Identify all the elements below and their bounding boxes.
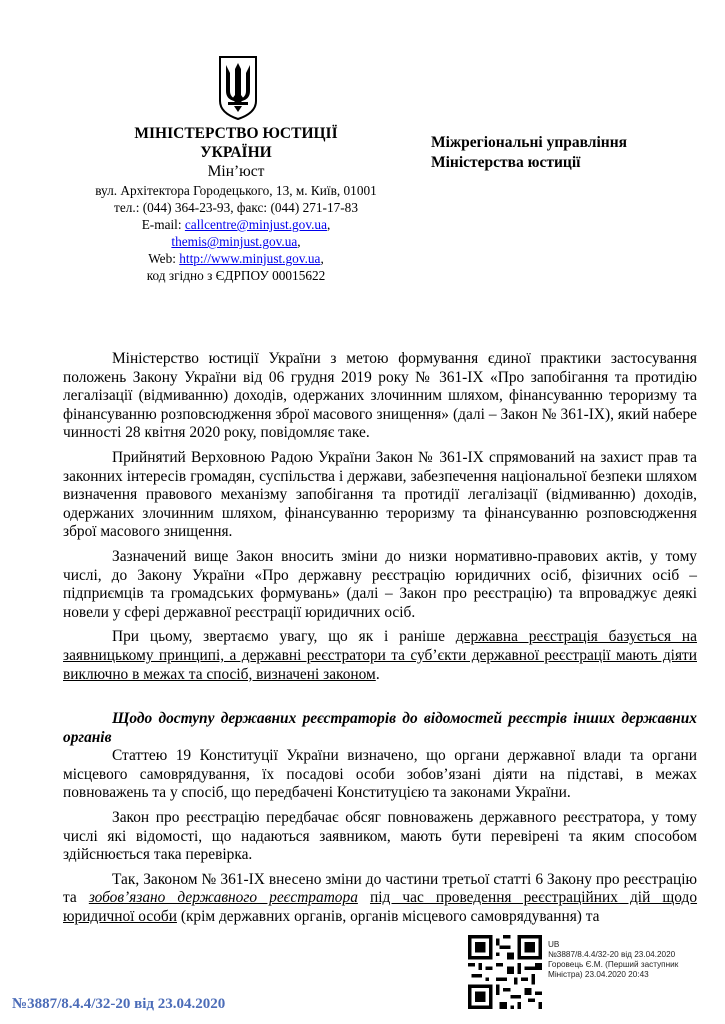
ministry-name-line1: МІНІСТЕРСТВО ЮСТИЦІЇ: [134, 125, 338, 142]
paragraph-4-underlined: державна реєстрація базується на заявницькому принципі, а державні реєстратори та суб’єкти державної реєстрації мають діяти виключно в межах та спосіб, визначені законом: [63, 628, 697, 683]
registration-number: №3887/8.4.4/32-20 від 23.04.2020: [12, 996, 226, 1012]
web-label: Web:: [148, 251, 180, 266]
email-link-callcentre[interactable]: callcentre@minjust.gov.ua: [184, 217, 327, 232]
email-separator: ,: [326, 217, 331, 232]
addressee-line2: Міністерства юстиції: [431, 154, 581, 171]
ministry-short-name: Мін’юст: [207, 163, 265, 180]
email2-separator: ,: [297, 234, 301, 249]
paragraph-1: Міністерство юстиції України з метою формування єдиної практики застосування положень Закону України від 06 грудня 2019 року № 361-IX «Про запобігання та протидію легалізації (відмиванню) доходів, одержаних злочинним шляхом, фінансуванню тероризму та фінансуванню розповсюдження зброї масового знищення» (далі – Закон № 361-IX), який набере чинності 28 квітня 2020 року, повідомляє таке.: [63, 350, 697, 442]
stamp-line3: Горовець Є.М. (Перший заступник: [548, 960, 679, 969]
web-link[interactable]: http://www.minjust.gov.ua: [179, 251, 321, 266]
paragraph-2: Прийнятий Верховною Радою України Закон № 361-IX спрямований на захист прав та законних інтересів громадян, суспільства і держави, забезпечення національної безпеки шляхом визначення правового механізму запобігання та протидії легалізації (відмиванню) доходів, одержаних злочинним шляхом, фінансуванню тероризму та фінансуванню розповсюдження зброї масового знищення.: [63, 448, 697, 541]
letter-body: [63, 350, 698, 927]
addressee-block: [431, 133, 691, 173]
signature-stamp: [548, 940, 718, 980]
section-heading: Щодо доступу державних реєстраторів до відомостей реєстрів інших державних органів: [63, 710, 697, 746]
ministry-phone-fax: тел.: (044) 364-23-93, факс: (044) 271-17-83: [114, 200, 358, 215]
paragraph-7-italic: зобов’язано державного реєстратора: [88, 889, 358, 907]
paragraph-4: [63, 628, 697, 684]
paragraph-4-end: .: [375, 665, 380, 683]
qr-code-image: [468, 935, 542, 1009]
paragraph-7-underlined: під час проведення реєстраційних дій щодо юридичної особи: [63, 889, 698, 926]
paragraph-3: Зазначений вище Закон вносить зміни до низки нормативно-правових актів, у тому числі, до Закону України «Про державну реєстрацію юридичних осіб, фізичних осіб – підприємців та громадських формувань» (далі – Закон про реєстрацію) та впроваджує деякі новели у сфері державної реєстрації юридичних осіб.: [63, 547, 697, 621]
ministry-email-line: [70, 216, 402, 233]
coat-of-arms-emblem: [218, 55, 258, 121]
email-label: E-mail:: [141, 217, 185, 232]
ministry-address: вул. Архітектора Городецького, 13, м. Київ, 01001: [95, 183, 377, 198]
paragraph-4-start: При цьому, звертаємо увагу, що як і раніше: [112, 628, 456, 646]
email-link-themis[interactable]: themis@minjust.gov.ua: [171, 234, 298, 249]
addressee-line1: Міжрегіональні управління: [431, 134, 628, 151]
paragraph-6: Закон про реєстрацію передбачає обсяг повноважень державного реєстратора, у тому числі які відомості, що надаються заявником, мають бути перевірені та яким способом здійснюється така перевірка.: [63, 809, 697, 864]
web-separator: ,: [320, 251, 324, 266]
ministry-letterhead: [70, 124, 402, 284]
stamp-line4: Міністра) 23.04.2020 20:43: [548, 970, 649, 979]
paragraph-7-start: Так, Законом № 361-IX внесено зміни до частини третьої статті 6 Закону про реєстрацію та: [63, 870, 697, 907]
paragraph-7-end: (крім державних органів, органів місцевого самоврядування) та: [176, 908, 600, 926]
ministry-name-line2: УКРАЇНИ: [200, 144, 272, 161]
ministry-edrpou: код згідно з ЄДРПОУ 00015622: [146, 268, 326, 283]
paragraph-7: [63, 871, 697, 927]
stamp-line2: №3887/8.4.4/32-20 від 23.04.2020: [548, 950, 676, 959]
ministry-email-line-2: [70, 233, 402, 250]
paragraph-5: Статтею 19 Конституції України визначено, що органи державної влади та органи місцевого самоврядування, їх посадові особи зобов’язані діяти на підставі, в межах повноважень та у спосіб, що передбачені Конституцією та законами України.: [63, 747, 697, 802]
paragraph-7-space: [358, 889, 370, 906]
stamp-line1: UB: [548, 940, 560, 949]
ministry-web-line: [70, 250, 402, 267]
